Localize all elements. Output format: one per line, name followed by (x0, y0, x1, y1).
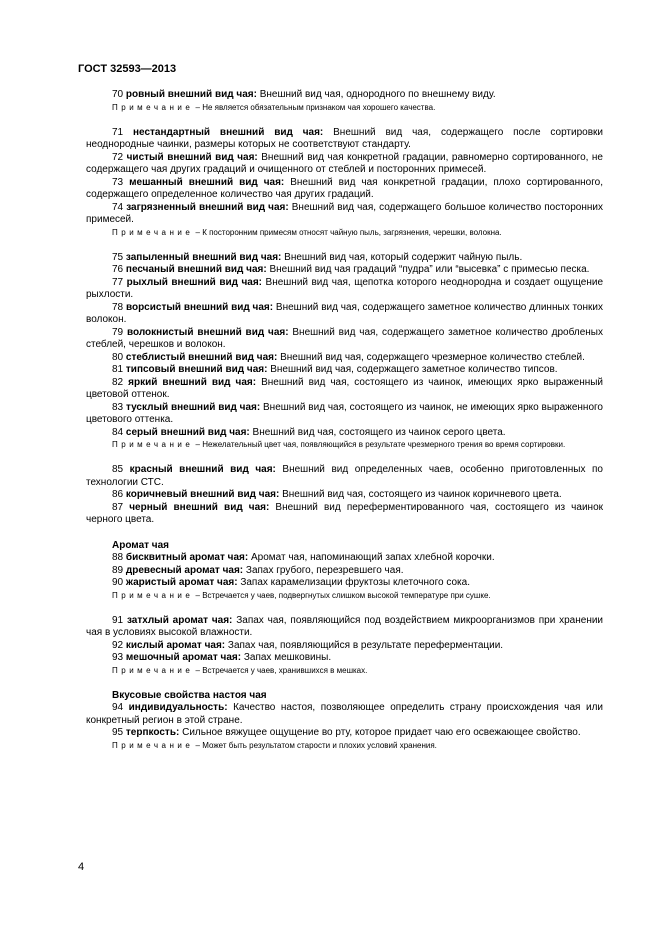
term-definition: Внешний вид чая, состоящего из чаинок, имеющих ярко выраженный цветовой оттенок. (86, 376, 604, 400)
note-label: Примечание (112, 590, 194, 600)
term-number: 85 (112, 464, 130, 475)
term-entry (86, 727, 603, 740)
term-entry (86, 352, 603, 365)
term-definition: Качество настоя, позволяющее определить страну происхождения чая или конкретный регион в этой стране. (86, 702, 603, 726)
term-number: 81 (112, 364, 126, 375)
term-definition: Внешний вид чая, содержащего большое количество посторонних примесей. (86, 201, 603, 225)
term-definition: Сильное вяжущее ощущение во рту, которое придает чаю его освежающее свойство. (179, 727, 581, 738)
term-name: загрязненный внешний вид чая: (126, 201, 289, 213)
term-definition: Внешний вид чая, который содержит чайную пыль. (281, 251, 523, 263)
term-definition: Внешний вид чая конкретной градации, равномерно сортированного, не содержащего чая других градаций и очищенного от стеблей и посторонних примесей. (86, 151, 603, 175)
term-entry (86, 640, 603, 653)
term-number: 87 (112, 501, 130, 513)
term-number: 93 (112, 652, 126, 663)
term-number: 77 (112, 276, 127, 288)
term-name: терпкость: (125, 727, 180, 738)
term-name: типсовый внешний вид чая: (125, 364, 268, 375)
term-number: 72 (112, 151, 127, 163)
term-name: стеблистый внешний вид чая: (125, 351, 278, 363)
section-gap (86, 602, 603, 615)
note-entry (86, 227, 603, 239)
note-label: Примечание (112, 227, 194, 237)
term-name: кислый аромат чая: (125, 639, 226, 651)
term-entry (86, 89, 603, 102)
term-name: песчаный внешний вид чая: (125, 264, 267, 275)
term-number: 92 (112, 639, 126, 651)
note-text: – Встречается у чаев, подвергнутых слишком высокой температуре при сушке. (193, 590, 491, 600)
term-entry (86, 565, 603, 578)
note-text: – К посторонним примесям относят чайную пыль, загрязнения, черешки, волокна. (193, 227, 502, 237)
section-heading: Вкусовые свойства настоя чая (112, 689, 267, 701)
note-text: – Нежелательный цвет чая, появляющийся в результате чрезмерного трения во время сортировки. (193, 440, 566, 449)
section-gap (86, 451, 603, 464)
term-entry (86, 702, 603, 727)
term-entry (86, 252, 603, 265)
term-definition: Внешний вид чая, однородного по внешнему виду. (256, 89, 496, 100)
note-entry (86, 102, 603, 114)
term-name: мешанный внешний вид чая: (129, 176, 285, 188)
term-name: затхлый аромат чая: (126, 614, 233, 626)
term-name: древесный аромат чая: (125, 564, 244, 576)
term-number: 82 (112, 376, 129, 388)
term-name: яркий внешний вид чая: (128, 376, 257, 388)
document-header: ГОСТ 32593—2013 (78, 63, 177, 75)
term-number: 86 (112, 489, 126, 500)
term-entry (86, 177, 603, 202)
term-entry (86, 264, 603, 277)
term-entry (86, 615, 603, 640)
note-text: – Не является обязательным признаком чая хорошего качества. (193, 102, 436, 112)
note-entry (86, 439, 603, 451)
term-name: индивидуальность: (128, 702, 228, 713)
term-number: 70 (112, 89, 126, 100)
term-definition: Внешний вид определенных чаев, особенно приготовленных по технологии СТС. (86, 464, 603, 488)
term-entry (86, 552, 603, 565)
term-name: жаристый аромат чая: (125, 577, 238, 588)
term-definition: Внешний вид чая конкретной градации, плохо сортированного, содержащего определенное количество чая других градаций. (86, 176, 603, 200)
term-entry (86, 152, 603, 177)
term-entry (86, 277, 603, 302)
section-gap (86, 677, 603, 690)
section-gap (86, 239, 603, 252)
note-entry (86, 665, 603, 677)
term-definition: Внешний вид чая, состоящего из чаинок коричневого цвета. (279, 489, 562, 500)
page-number: 4 (78, 861, 85, 873)
term-name: волокнистый внешний вид чая: (126, 326, 289, 338)
term-number: 80 (112, 351, 126, 363)
note-text: – Может быть результатом старости и плохих условий хранения. (193, 740, 437, 750)
term-number: 75 (112, 251, 126, 263)
term-number: 71 (112, 126, 133, 138)
term-number: 91 (112, 614, 127, 626)
term-name: нестандартный внешний вид чая: (133, 126, 324, 138)
term-entry (86, 377, 603, 402)
note-label: Примечание (112, 102, 194, 112)
document-body (86, 89, 603, 752)
note-entry (86, 740, 603, 752)
term-definition: Запах грубого, перезревшего чая. (243, 564, 404, 576)
term-definition: Внешний вид чая, состоящего из чаинок серого цвета. (249, 426, 506, 438)
term-name: черный внешний вид чая: (129, 501, 270, 513)
term-definition: Внешний вид переферментированного чая, состоящего из чаинок черного цвета. (86, 501, 603, 525)
term-number: 74 (112, 201, 127, 213)
term-entry (86, 502, 603, 527)
term-number: 94 (112, 702, 129, 713)
term-entry (86, 364, 603, 377)
term-number: 78 (112, 301, 126, 313)
term-definition: Запах чая, появляющийся в результате переферментации. (225, 639, 504, 651)
term-entry (86, 652, 603, 665)
term-name: бисквитный аромат чая: (125, 552, 249, 563)
term-number: 84 (112, 426, 126, 438)
term-entry (86, 489, 603, 502)
term-entry (86, 427, 603, 440)
term-name: рыхлый внешний вид чая: (126, 276, 263, 288)
term-entry (86, 202, 603, 227)
term-definition: Запах чая, появляющийся под воздействием микроорганизмов при хранении чая в условиях высокой влажности. (86, 614, 604, 638)
term-definition: Внешний вид чая градаций “пудра” или “высевка” с примесью песка. (266, 264, 590, 275)
term-number: 90 (112, 577, 126, 588)
section-gap (86, 114, 603, 127)
term-entry (86, 302, 603, 327)
term-name: коричневый внешний вид чая: (125, 489, 280, 500)
term-number: 83 (112, 401, 126, 413)
section-gap (86, 527, 603, 540)
term-definition: Внешний вид чая, содержащего чрезмерное количество стеблей. (277, 351, 585, 363)
term-name: серый внешний вид чая: (125, 426, 250, 438)
term-definition: Внешний вид чая, содержащего заметное количество типсов. (267, 364, 558, 375)
note-label: Примечание (112, 440, 194, 449)
term-definition: Внешний вид чая, содержащего заметное количество дробленых стеблей, черешков и волокон. (86, 326, 603, 350)
term-number: 88 (112, 552, 126, 563)
term-name: тусклый внешний вид чая: (125, 401, 261, 413)
term-entry (86, 327, 603, 352)
term-number: 73 (112, 176, 130, 188)
term-name: ровный внешний вид чая: (125, 89, 257, 100)
term-definition: Внешний вид чая, содержащего заметное количество длинных тонких волокон. (86, 301, 603, 325)
term-entry (86, 464, 603, 489)
note-entry (86, 590, 603, 602)
term-definition: Внешний вид чая, содержащего после сортировки неоднородные чаинки, размеры которых не соответствуют стандарту. (86, 126, 603, 150)
note-text: – Встречается у чаев, хранившихся в мешках. (193, 665, 368, 675)
term-name: мешочный аромат чая: (125, 652, 242, 663)
term-number: 76 (112, 264, 126, 275)
term-number: 79 (112, 326, 127, 338)
note-label: Примечание (112, 665, 194, 675)
note-label: Примечание (112, 740, 194, 750)
term-definition: Внешний вид чая, состоящего из чаинок, не имеющих ярко выраженного цветового оттенка. (86, 401, 603, 425)
term-name: красный внешний вид чая: (129, 464, 276, 475)
section-heading: Аромат чая (112, 539, 170, 551)
term-number: 95 (112, 727, 126, 738)
term-name: запыленный внешний вид чая: (125, 251, 282, 263)
term-definition: Аромат чая, напоминающий запах хлебной корочки. (248, 552, 495, 563)
term-definition: Запах карамелизации фруктозы клеточного сока. (237, 577, 470, 588)
term-definition: Внешний вид чая, щепотка которого неоднородна и создает ощущение рыхлости. (86, 276, 604, 300)
term-definition: Запах мешковины. (241, 652, 332, 663)
term-entry (86, 127, 603, 152)
term-number: 89 (112, 564, 126, 576)
term-entry (86, 402, 603, 427)
term-name: чистый внешний вид чая: (126, 151, 258, 163)
term-name: ворсистый внешний вид чая: (125, 301, 274, 313)
term-entry (86, 577, 603, 590)
